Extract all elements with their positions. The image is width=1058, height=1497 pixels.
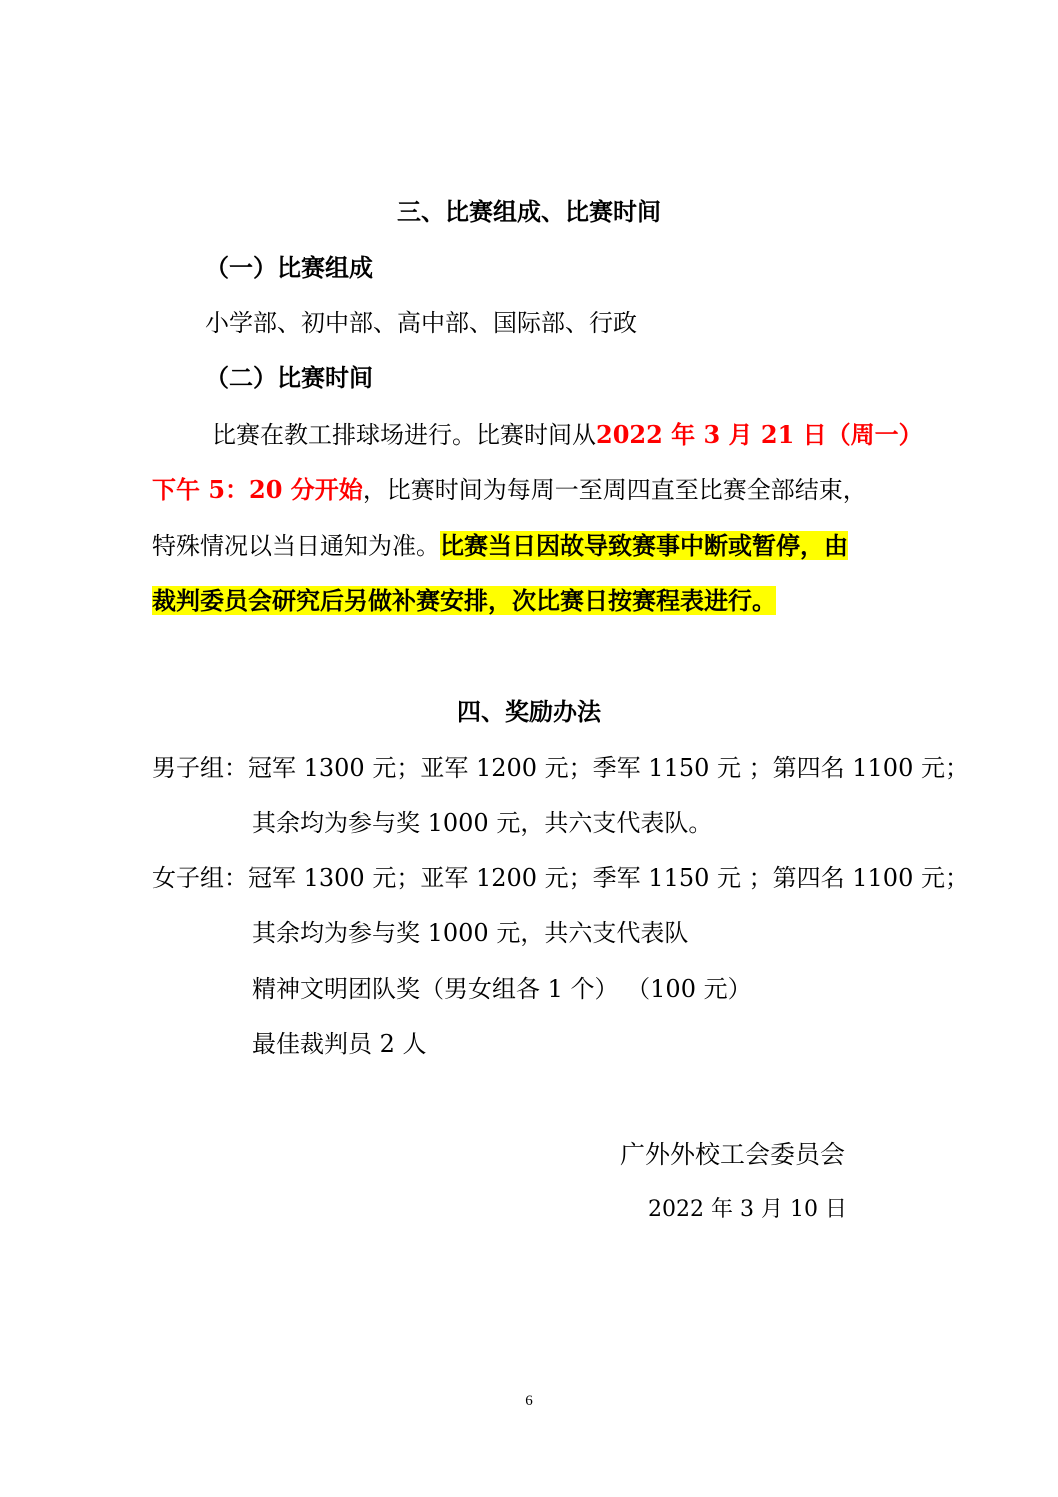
women-group-participation: 其余均为参与奖 1000 元，共六支代表队 xyxy=(252,919,689,947)
time-paragraph-line-1 xyxy=(212,418,923,452)
women-group-prizes: 女子组：冠军 1300 元；亚军 1200 元；季军 1150 元 ；第四名 1100 元； xyxy=(152,864,969,892)
section4-heading: 四、奖励办法 xyxy=(457,697,601,726)
interruption-notice-part1: 比赛当日因故导致赛事中断或暂停，由 xyxy=(440,531,848,560)
signature-organization: 广外外校工会委员会 xyxy=(620,1140,846,1169)
page-number: 6 xyxy=(525,1393,533,1409)
best-referee-award: 最佳裁判员 2 人 xyxy=(252,1030,427,1058)
subsection-time-heading: （二）比赛时间 xyxy=(205,363,373,392)
schedule-text: ，比赛时间为每周一至周四直至比赛全部结束， xyxy=(362,476,867,504)
time-intro-text: 比赛在教工排球场进行。比赛时间从 xyxy=(212,421,596,449)
time-paragraph-line-2 xyxy=(152,473,867,507)
interruption-notice-part2: 裁判委员会研究后另做补赛安排，次比赛日按赛程表进行。 xyxy=(152,586,776,615)
special-case-text: 特殊情况以当日通知为准。 xyxy=(152,532,440,560)
section3-heading: 三、比赛组成、比赛时间 xyxy=(397,197,661,226)
men-group-prizes: 男子组：冠军 1300 元；亚军 1200 元；季军 1150 元 ；第四名 1100 元； xyxy=(152,754,969,782)
start-time-text: 下午 5：20 分开始 xyxy=(152,475,363,504)
spirit-award: 精神文明团队奖（男女组各 1 个） （100 元） xyxy=(252,975,752,1003)
men-group-participation: 其余均为参与奖 1000 元，共六支代表队。 xyxy=(252,809,713,837)
subsection-composition-heading: （一）比赛组成 xyxy=(205,253,373,282)
composition-text: 小学部、初中部、高中部、国际部、行政 xyxy=(205,309,637,337)
start-date-text: 2022 年 3 月 21 日（周一） xyxy=(596,420,923,449)
time-paragraph-line-3 xyxy=(152,529,848,563)
signature-date: 2022 年 3 月 10 日 xyxy=(648,1197,847,1222)
time-paragraph-line-4 xyxy=(152,584,776,618)
